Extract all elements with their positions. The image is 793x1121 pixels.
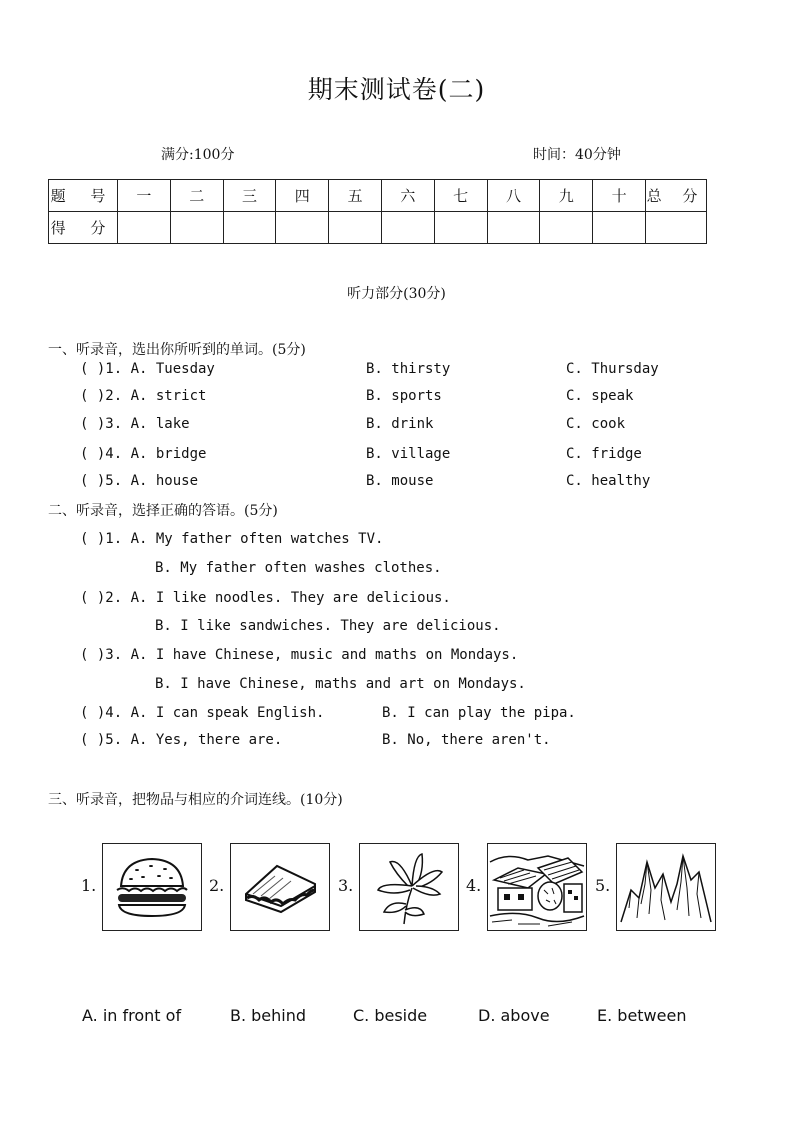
listening-title: 听力部分(30分) [347, 286, 446, 302]
col-total: 总 分 [646, 180, 707, 212]
score-cell[interactable] [329, 212, 382, 244]
s1-q2-a: ( )2. A. strict [80, 388, 207, 404]
col-7: 七 [434, 180, 487, 212]
picture-number: 3. [338, 876, 354, 895]
option-c: C. beside [353, 1006, 428, 1025]
s1-q4-c: C. fridge [566, 446, 642, 462]
score-cell[interactable] [381, 212, 434, 244]
score-label: 得 分 [49, 212, 118, 244]
s1-q5-c: C. healthy [566, 473, 651, 489]
s1-q1-c: C. Thursday [566, 361, 659, 377]
s2-q3-a: ( )3. A. I have Chinese, music and maths on Mondays. [80, 647, 519, 663]
picture-number: 5. [595, 876, 611, 895]
col-8: 八 [487, 180, 540, 212]
lily-flower-icon [360, 844, 458, 930]
score-cell[interactable] [170, 212, 223, 244]
col-1: 一 [118, 180, 171, 212]
s2-q5-b: B. No, there aren't. [382, 732, 551, 748]
s1-q3-b: B. drink [366, 416, 434, 432]
picture-number: 4. [466, 876, 482, 895]
s1-q5-b: B. mouse [366, 473, 434, 489]
option-a: A. in front of [82, 1006, 182, 1025]
section1-heading: 一、听录音，选出你所听到的单词。(5分) [48, 342, 306, 358]
mountain-icon [617, 844, 715, 930]
s1-q1-b: B. thirsty [366, 361, 451, 377]
score-cell[interactable] [223, 212, 276, 244]
col-9: 九 [540, 180, 593, 212]
col-4: 四 [276, 180, 329, 212]
sandwich-icon [231, 844, 329, 930]
s1-q3-a: ( )3. A. lake [80, 416, 190, 432]
s1-q2-c: C. speak [566, 388, 634, 404]
s1-q5-a: ( )5. A. house [80, 473, 199, 489]
col-2: 二 [170, 180, 223, 212]
col-10: 十 [593, 180, 646, 212]
village-icon [488, 844, 586, 930]
s2-q1-a: ( )1. A. My father often watches TV. [80, 531, 384, 547]
col-6: 六 [381, 180, 434, 212]
picture-1[interactable] [102, 843, 202, 931]
picture-number: 2. [209, 876, 225, 895]
section2-heading: 二、听录音，选择正确的答语。(5分) [48, 503, 278, 519]
option-d: D. above [478, 1006, 550, 1025]
s1-q4-a: ( )4. A. bridge [80, 446, 207, 462]
score-cell[interactable] [118, 212, 171, 244]
s2-q4-b: B. I can play the pipa. [382, 705, 576, 721]
header-label: 题 号 [49, 180, 118, 212]
picture-4[interactable] [487, 843, 587, 931]
picture-3[interactable] [359, 843, 459, 931]
score-cell[interactable] [540, 212, 593, 244]
full-score: 满分:100分 [161, 147, 235, 163]
score-cell[interactable] [646, 212, 707, 244]
score-cell[interactable] [487, 212, 540, 244]
option-e: E. between [597, 1006, 687, 1025]
score-cell[interactable] [434, 212, 487, 244]
s2-q4-a: ( )4. A. I can speak English. [80, 705, 325, 721]
s2-q3-b: B. I have Chinese, maths and art on Mondays. [155, 676, 526, 692]
score-table-score-row [49, 212, 707, 244]
picture-2[interactable] [230, 843, 330, 931]
picture-number: 1. [81, 876, 97, 895]
hamburger-icon [103, 844, 201, 930]
s1-q4-b: B. village [366, 446, 451, 462]
exam-time: 时间：40分钟 [533, 147, 621, 163]
s1-q1-a: ( )1. A. Tuesday [80, 361, 215, 377]
s2-q2-b: B. I like sandwiches. They are delicious. [155, 618, 501, 634]
s1-q3-c: C. cook [566, 416, 626, 432]
col-3: 三 [223, 180, 276, 212]
s2-q1-b: B. My father often washes clothes. [155, 560, 442, 576]
col-5: 五 [329, 180, 382, 212]
score-cell[interactable] [276, 212, 329, 244]
score-table-header-row [49, 180, 707, 212]
s1-q2-b: B. sports [366, 388, 442, 404]
score-table [48, 179, 707, 244]
picture-5[interactable] [616, 843, 716, 931]
section3-heading: 三、听录音，把物品与相应的介词连线。(10分) [48, 792, 343, 808]
page-title: 期末测试卷(二) [307, 75, 486, 104]
s2-q2-a: ( )2. A. I like noodles. They are delicious. [80, 590, 451, 606]
s2-q5-a: ( )5. A. Yes, there are. [80, 732, 283, 748]
option-b: B. behind [230, 1006, 307, 1025]
score-cell[interactable] [593, 212, 646, 244]
